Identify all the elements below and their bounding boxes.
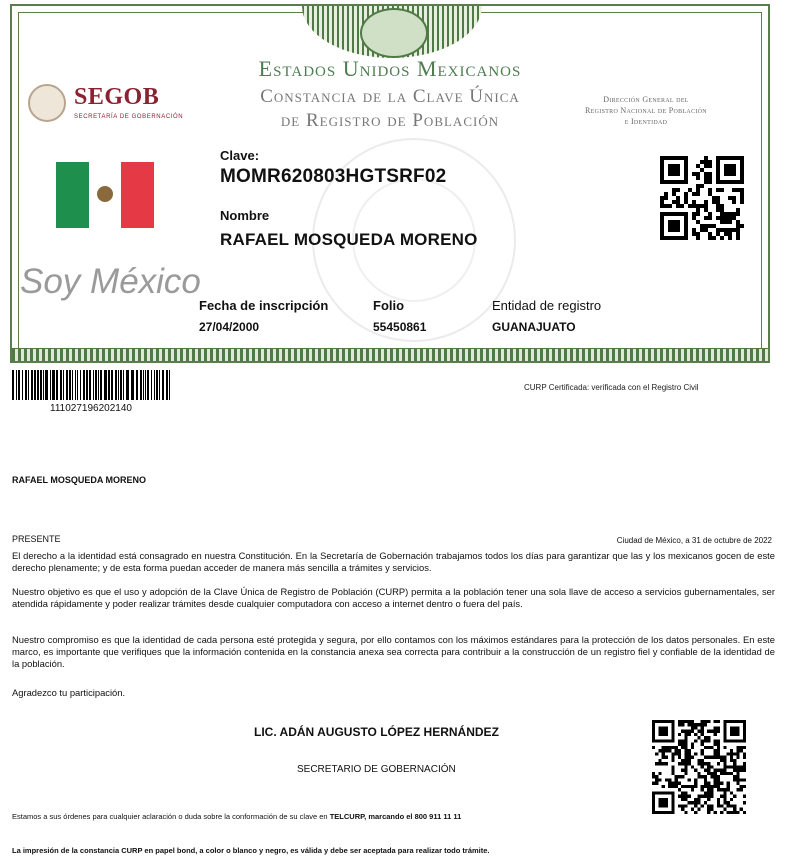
letter-paragraph-2: Nuestro objetivo es que el uso y adopción de la Clave Única de Registro de Población (CURP) permita a la población tener una sola llave de acceso a servicios gubernamentales, ser atendida rápidamente y poder realizar trámites desde cualquier computadora con acceso a internet dentro o fuera del país. <box>12 586 775 609</box>
header-title-line-3: de Registro de Población <box>280 110 500 131</box>
direccion-line-1: Dirección General del <box>603 95 689 104</box>
entidad-value: GUANAJUATO <box>492 320 576 334</box>
mexico-flag-icon <box>56 162 154 228</box>
segob-emblem-icon <box>28 84 66 122</box>
letter-qr-code-icon <box>652 720 746 814</box>
header-title-line-1: Estados Unidos Mexicanos <box>258 56 522 81</box>
letter-place-date: Ciudad de México, a 31 de octubre de 2022 <box>616 536 772 545</box>
barcode-number: 111027196202140 <box>50 403 132 414</box>
letter-paragraph-3: Nuestro compromiso es que la identidad de cada persona esté protegida y segura, por ello contamos con los máximos estándares para la protección de los datos personales. En este marco, es importante que verifiques que la información contenida en la constancia anexa sea correcta para contribuir a la construcción de un registro fiel y confiable de la identidad de la población. <box>12 634 775 669</box>
national-seal-icon <box>360 8 428 58</box>
contact-line <box>12 812 461 821</box>
entidad-label: Entidad de registro <box>492 298 602 313</box>
certificada-note: CURP Certificada: verificada con el Registro Civil <box>524 383 699 392</box>
letter-closing: Agradezco tu participación. <box>12 687 126 698</box>
letter-presente: PRESENTE <box>12 534 61 544</box>
contact-phone: TELCURP, marcando el 800 911 11 11 <box>329 812 462 821</box>
letter-paragraph-1: El derecho a la identidad está consagrado en nuestra Constitución. En la Secretaría de Gobernación trabajamos todos los días para garantizar que las y los mexicanos gocen de este derecho plenamente; y de esta forma puedan acceder de manera más sencilla a trámites y servicios. <box>12 550 775 573</box>
card-qr-code-icon <box>660 156 744 240</box>
direccion-line-3: e Identidad <box>624 117 668 126</box>
contact-text: Estamos a sus órdenes para cualquier aclaración o duda sobre la conformación de su clave en <box>12 812 328 821</box>
fecha-inscripcion-value: 27/04/2000 <box>199 320 260 334</box>
signatory-name: LIC. ADÁN AUGUSTO LÓPEZ HERNÁNDEZ <box>254 725 499 739</box>
header-title-line-2: Constancia de la Clave Única <box>260 86 520 107</box>
letter-recipient: RAFAEL MOSQUEDA MORENO <box>12 475 147 485</box>
fecha-inscripcion-label: Fecha de inscripción <box>199 298 329 313</box>
nombre-value: RAFAEL MOSQUEDA MORENO <box>220 230 478 249</box>
clave-label: Clave: <box>220 148 260 163</box>
card-bottom-ornament <box>12 348 768 361</box>
folio-label: Folio <box>373 298 405 313</box>
direccion-general <box>560 94 732 127</box>
signatory-title: SECRETARIO DE GOBERNACIÓN <box>297 764 456 775</box>
barcode-icon <box>12 370 172 400</box>
segob-subtitle: SECRETARÍA DE GOBERNACIÓN <box>74 114 184 120</box>
folio-value: 55450861 <box>373 320 427 334</box>
soy-mexico-logo: Soy México <box>20 262 201 301</box>
nombre-label: Nombre <box>220 208 270 223</box>
direccion-line-2: Registro Nacional de Población <box>585 106 707 115</box>
print-notice: La impresión de la constancia CURP en papel bond, a color o blanco y negro, es válida y debe ser aceptada para realizar todo trámite. <box>12 846 490 855</box>
segob-logo-text: SEGOB <box>74 84 160 110</box>
clave-value: MOMR620803HGTSRF02 <box>220 166 447 187</box>
